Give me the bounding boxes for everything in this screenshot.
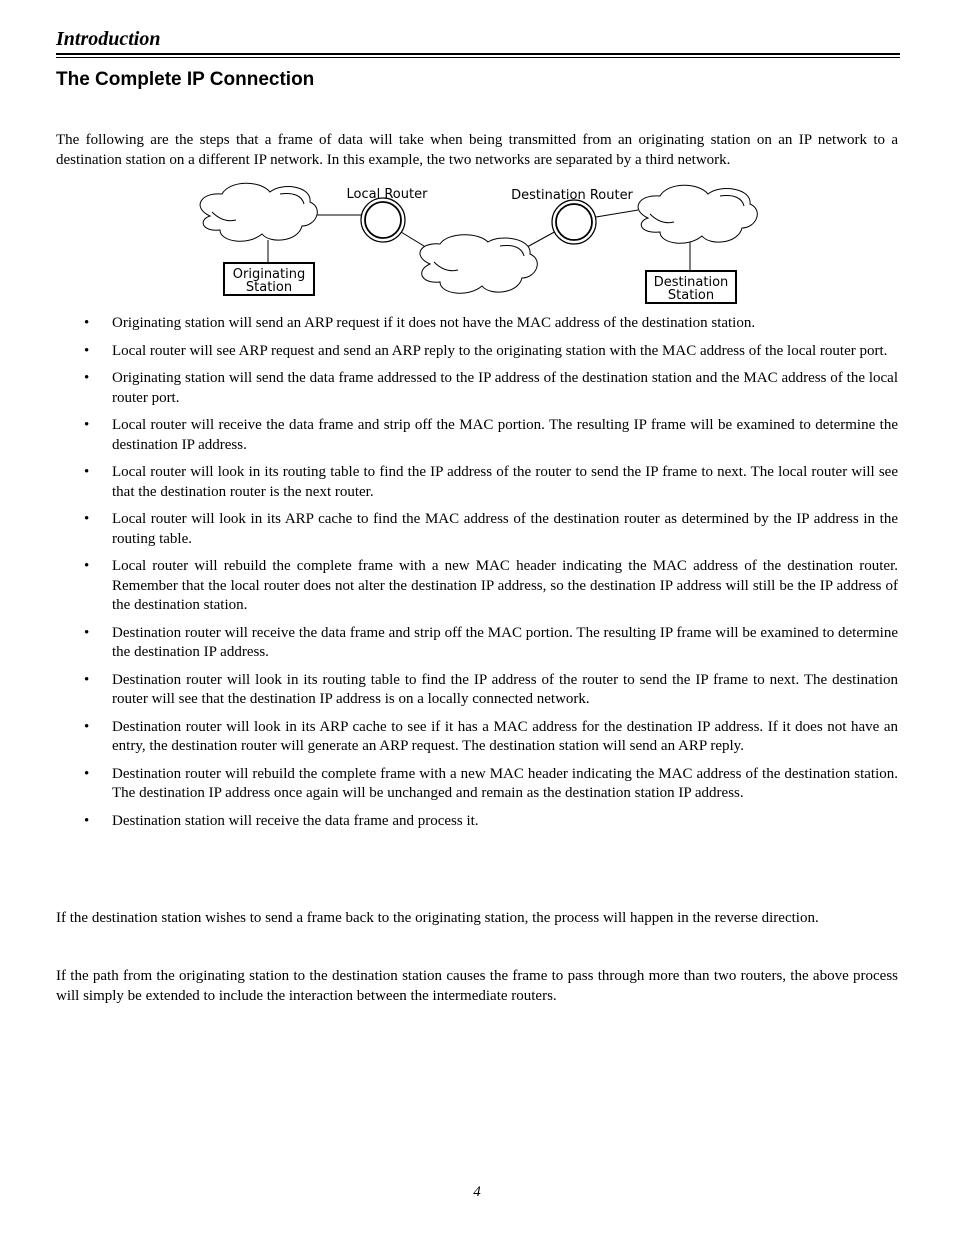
bullet-icon: • [84, 370, 90, 386]
bullet-icon: • [84, 624, 90, 641]
bullet-icon: • [84, 464, 90, 480]
list-item [56, 765, 898, 804]
list-item [56, 416, 898, 455]
list-item-text: Local router will look in its ARP cache to find the MAC address of the destination router as determined by the IP address in the routing table. [112, 511, 898, 547]
left-network-cloud [200, 183, 317, 241]
middle-network-cloud [420, 235, 537, 294]
bullet-icon: • [84, 765, 90, 782]
intro-paragraph: The following are the steps that a frame of data will take when being transmitted from an originating station on an IP network to a destination station on a different IP network. In this example, the two networks are separated by a third network. [56, 132, 898, 168]
bullet-icon: • [84, 342, 90, 359]
list-item-text: Local router will see ARP request and send an ARP reply to the originating station with the MAC address of the local router port. [112, 342, 888, 359]
destination-station-label-line2: Station [667, 288, 715, 303]
list-item [56, 369, 898, 408]
link-destination-router-right-cloud [590, 210, 638, 218]
list-item [56, 718, 898, 757]
destination-router-node [552, 200, 596, 244]
list-item [56, 463, 898, 502]
header-title: Introduction [56, 28, 161, 50]
bullet-icon: • [84, 558, 90, 574]
list-item-text: Local router will receive the data frame and strip off the MAC portion. The resulting IP frame will be examined to determine the destination IP address. [112, 417, 898, 453]
list-item-text: Local router will look in its routing table to find the IP address of the router to send the IP frame to next. The local router will see that the destination router is the next router. [112, 464, 898, 500]
list-item [56, 510, 898, 549]
list-item-text: Destination station will receive the data frame and process it. [112, 812, 479, 829]
closing-paragraph-reverse: If the destination station wishes to send a frame back to the originating station, the process will happen in the reverse direction. [56, 910, 819, 926]
destination-router-label: Destination Router [511, 188, 633, 203]
bullet-icon: • [84, 511, 90, 527]
list-item [56, 314, 898, 334]
page-number: 4 [473, 1184, 481, 1200]
header-rule-thin [56, 57, 900, 58]
bullet-icon: • [84, 315, 90, 331]
originating-station-label-line1: Originating [232, 267, 306, 282]
steps-list [56, 314, 898, 839]
list-item-text: Destination router will look in its routing table to find the IP address of the router to send the IP frame to next. The destination router will see that the destination IP address is on a locally connected network. [112, 671, 898, 707]
right-network-cloud [638, 185, 757, 243]
list-item-text: Destination router will receive the data frame and strip off the MAC portion. The resulting IP frame will be examined to determine the destination IP address. [112, 624, 898, 660]
bullet-icon: • [84, 812, 90, 829]
originating-station-label-line2: Station [245, 280, 293, 295]
list-item-text: Destination router will rebuild the complete frame with a new MAC header indicating the MAC address of the destination station. The destination IP address once again will be unchanged and remain as the destination station IP address. [112, 765, 898, 801]
list-item [56, 557, 898, 616]
bullet-icon: • [84, 718, 90, 735]
list-item-text: Originating station will send the data frame addressed to the IP address of the destination station and the MAC address of the local router port. [112, 370, 898, 406]
list-item [56, 812, 898, 832]
local-router-label: Local Router [346, 187, 428, 202]
closing-paragraph-multi-router: If the path from the originating station to the destination station causes the frame to pass through more than two routers, the above process will simply be extended to include the interaction between the intermediate routers. [56, 968, 898, 1004]
page-header [56, 27, 900, 51]
list-item-text: Local router will rebuild the complete frame with a new MAC header indicating the MAC address of the destination router. Remember that the local router does not alter the destination IP address, so the destination IP address will still be the IP address of the destination station. [112, 558, 898, 613]
section-title: The Complete IP Connection [56, 69, 315, 90]
list-item-text: Destination router will look in its ARP cache to see if it has a MAC address for the destination IP address. If it does not have an entry, the destination router will generate an ARP request. The destination station will send an ARP reply. [112, 718, 898, 754]
list-item [56, 671, 898, 710]
header-rule-thick [56, 53, 900, 55]
list-item [56, 342, 898, 362]
list-item [56, 624, 898, 663]
network-diagram [190, 182, 770, 307]
destination-station-node [646, 271, 736, 303]
bullet-icon: • [84, 671, 90, 688]
destination-station-label-line1: Destination [653, 275, 729, 290]
bullet-icon: • [84, 417, 90, 433]
list-item-text: Originating station will send an ARP request if it does not have the MAC address of the destination station. [112, 315, 756, 331]
originating-station-node [224, 263, 314, 295]
local-router-node [361, 198, 405, 242]
